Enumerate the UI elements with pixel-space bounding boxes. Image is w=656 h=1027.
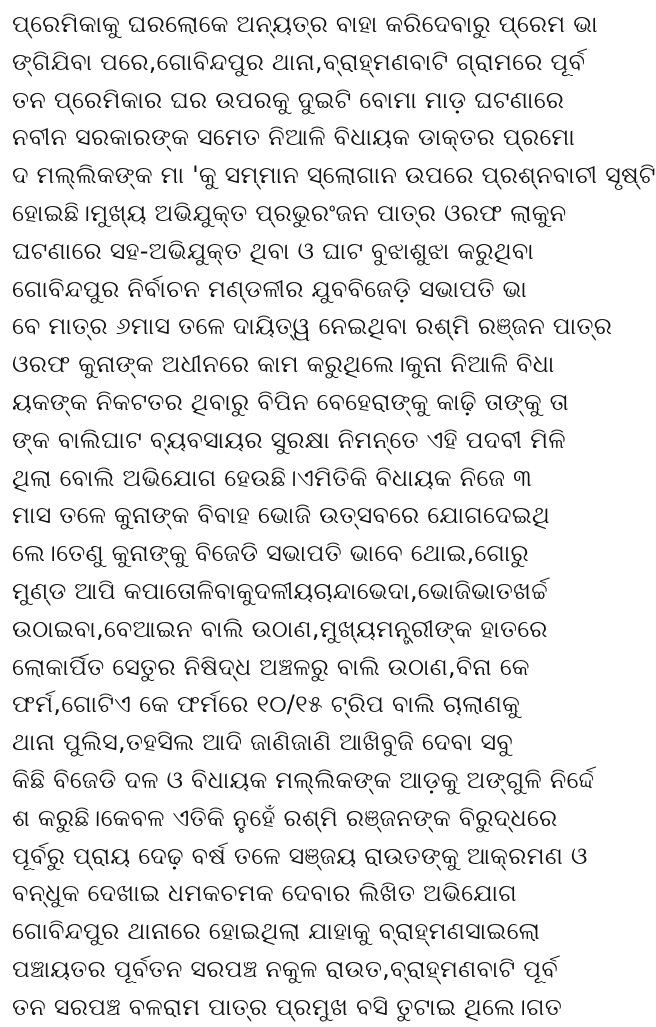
text-line: ପ୍ରେମିକାକୁ ଘରଲୋକେ ଅନ୍ୟତ୍ର ବାହା କରିଦେବାରୁ ପ୍ରେମ ଭା — [12, 10, 598, 38]
text-line: ଶ କରୁଛି।କେବଳ ଏତିକି ନୁହେଁ ରଶ୍ମି ରଞ୍ଜନଙ୍କ ବିରୁଦ୍ଧରେ — [12, 803, 558, 832]
text-line: ୟକଙ୍କ ନିକଟତର ଥିବାରୁ ବିପିନ ବେହେରାଙ୍କୁ କାଢ଼ି ତାଙ୍କୁ ତା — [12, 387, 569, 416]
text-line: ଦ ମଲ୍ଲିକଙ୍କ ମା 'କୁ ସମ୍ମାନ ସ୍ଲୋଗାନ ଉପରେ ପ୍ରଶ୍ନବାଚୀ ସୃଷ୍ଟି — [12, 161, 656, 190]
text-line: ପଞ୍ଚାୟତର ପୂର୍ବତନ ସରପଞ୍ଚ ନକୁଳ ରାଉତ,ବ୍ରାହ୍ମଣବାଟି ପୂର୍ବ — [12, 954, 558, 983]
text-line: ଙ୍ଗିଯିବା ପରେ,ଗୋବିନ୍ଦପୁର ଥାନା,ବ୍ରାହ୍ମଣବାଟି ଗ୍ରାମରେ ପୂର୍ବ — [12, 47, 586, 76]
text-line: ଥିଲା ବୋଲି ଅଭିଯୋଗ ହେଉଛି।ଏମିତିକି ବିଧାୟକ ନିଜେ ୩ — [12, 463, 533, 492]
text-line: ଫର୍ମ,ଗୋଟିଏ କେ ଫର୍ମରେ ୧୦/୧୫ ଟ୍ରିପ ବାଲି ଚାଲାଣକୁ — [12, 690, 521, 719]
text-line: ଉଠାଇବା,ବେଆଇନ ବାଲି ଉଠାଣ,ମୁଖ୍ୟମନ୍ତ୍ରୀଙ୍କ ହାତରେ — [12, 614, 548, 643]
text-line: ଲୋକାର୍ପିତ ସେତୁର ନିଷିଦ୍ଧ ଅଞ୍ଚଳରୁ ବାଲି ଉଠାଣ,ବିନା କେ — [12, 652, 530, 681]
text-line: ଗୋବିନ୍ଦପୁର ନିର୍ବାଚନ ମଣ୍ଡଳୀର ଯୁବବିଜେଡ଼ି ସଭାପତି ଭା — [12, 274, 528, 303]
text-line: ବନ୍ଧୁକ ଦେଖାଇ ଧମକଚମକ ଦେବାର ଲିଖିତ ଅଭିଯୋଗ — [12, 879, 517, 908]
text-line: ଘଟଣାରେ ସହ-ଅଭିଯୁକ୍ତ ଥିବା ଓ ଘାଟ ବୁଝାଶୁଝା କରୁଥିବା — [12, 236, 534, 265]
text-line: ପୂର୍ବରୁ ପ୍ରାୟ ଦେଢ଼ ବର୍ଷ ତଳେ ସଞ୍ଜୟ ରାଉତଙ୍କୁ ଆକ୍ରମଣ ଓ — [12, 841, 588, 870]
text-line: ଙ୍କ ବାଲିଘାଟ ବ୍ୟବସାୟର ସୁରକ୍ଷା ନିମନ୍ତେ ଏହି ପଦବୀ ମିଳି — [12, 425, 566, 454]
text-line: ମୁଣ୍ଡ ଆପି କପାତୋଳିବାକୁଦଳୀୟଚାନ୍ଦାଭେଦା,ଭୋଜିଭାତଖର୍ଚ୍ଚ — [12, 576, 548, 605]
text-line: ଓରଫ କୁନାଙ୍କ ଅଧୀନରେ କାମ କରୁଥିଲେ।କୁନା ନିଆଳି ବିଧା — [12, 350, 555, 379]
text-line: ଲେ।ତେଣୁ କୁନାଙ୍କୁ ବିଜେଡି ସଭାପତି ଭାବେ ଥୋଇ,ଗୋରୁ — [12, 539, 529, 568]
text-line: ଗୋବିନ୍ଦପୁର ଥାନାରେ ହୋଇଥିଲା ଯାହାକୁ ବ୍ରାହ୍ମଣସାଇଲୋ — [12, 917, 541, 946]
text-line: ନବୀନ ସରକାରଙ୍କ ସମେତ ନିଆଳି ବିଧାୟକ ଡାକ୍ତର ପ୍ରମୋ — [12, 123, 576, 152]
text-line: ଥାନା ପୁଲିସ,ତହସିଲ ଆଦି ଜାଣିଜାଣି ଆଖିବୁଜି ଦେବା ସବୁ — [12, 728, 513, 757]
text-line: ତନ ସରପଞ୍ଚ ବଳରାମ ପାତ୍ର ପ୍ରମୁଖ ବସି ତୁଟାଇ ଥିଲେ।ଗତ — [12, 992, 563, 1021]
text-line: ହୋଇଛି।ମୁଖ୍ୟ ଅଭିଯୁକ୍ତ ପ୍ରଭୁରଂଜନ ପାତ୍ର ଓରଫ ଲାକୁନ — [12, 198, 567, 227]
text-line: ମାସ ତଳେ କୁନାଙ୍କ ବିବାହ ଭୋଜି ଉତ୍ସବରେ ଯୋଗଦେଇଥି — [12, 501, 551, 530]
text-line: ବେ ମାତ୍ର ୬ମାସ ତଳେ ଦାୟିତ୍ୱ ନେଇଥିବା ରଶ୍ମି ରଞ୍ଜନ ପାତ୍ର — [12, 312, 613, 341]
text-line: ତନ ପ୍ରେମିକାର ଘର ଉପରକୁ ଦୁଇଟି ବୋମା ମାଡ଼ ଘଟଣାରେ — [12, 85, 565, 114]
text-line: କିଛି ବିଜେଡି ଦଳ ଓ ବିଧାୟକ ମଲ୍ଲିକଙ୍କ ଆଡ଼କୁ ଅଙ୍ଗୁଳି ନିର୍ଦ୍ଦେ — [12, 765, 595, 794]
